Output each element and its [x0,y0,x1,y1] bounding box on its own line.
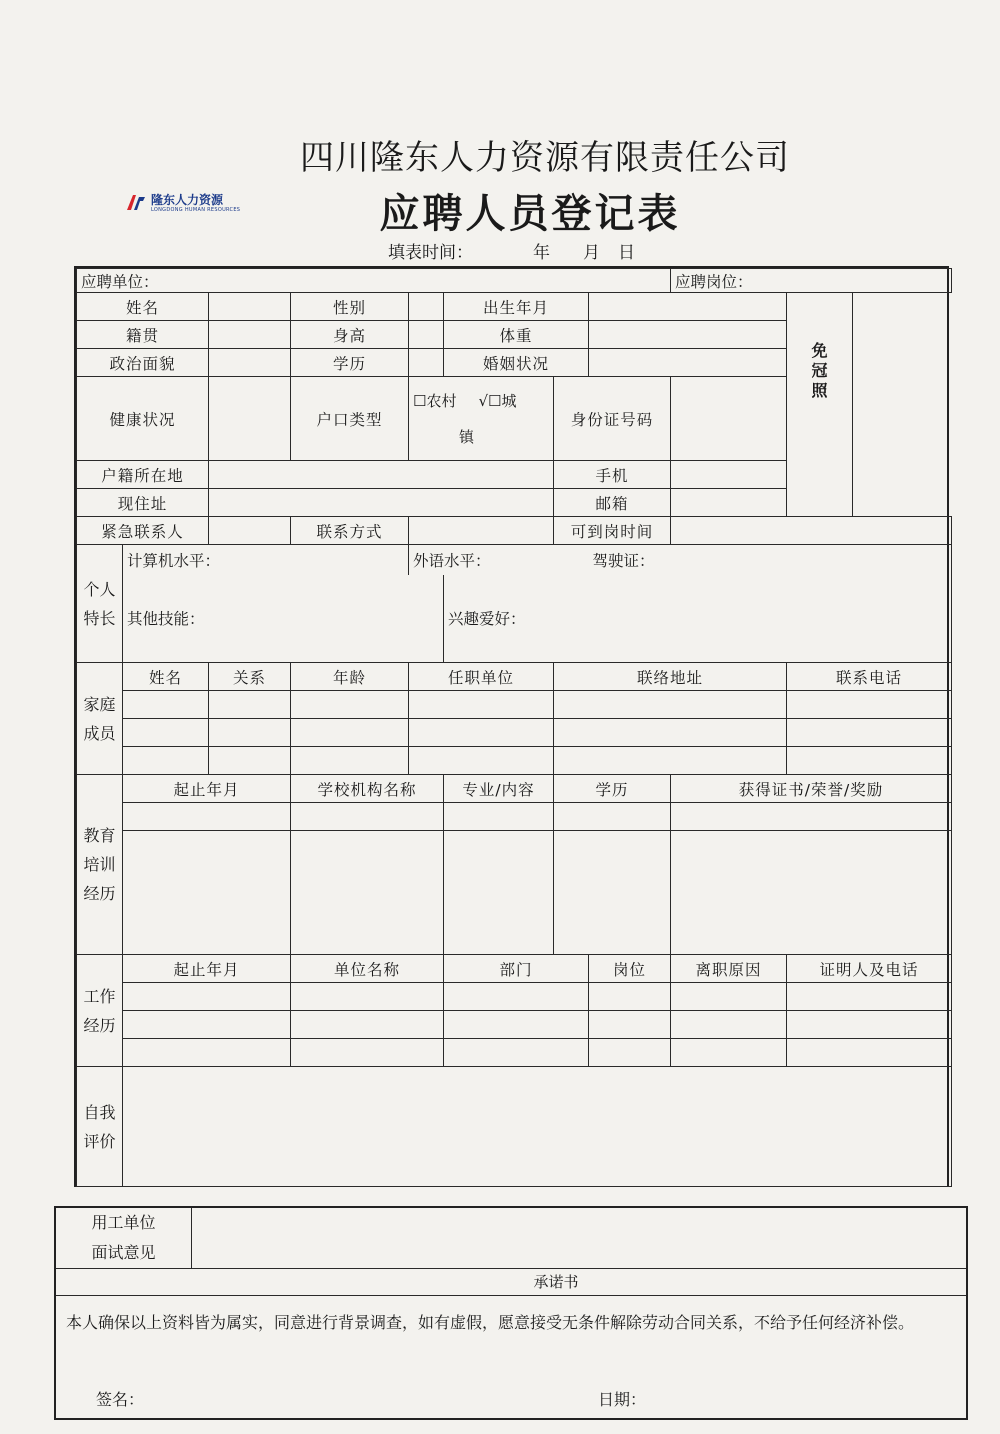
birth-field[interactable] [589,293,787,321]
work-cell[interactable] [589,1011,671,1039]
work-header-company: 单位名称 [291,955,444,983]
education-label: 学历 [291,349,409,377]
work-cell[interactable] [671,1011,787,1039]
day-label: 日 [618,243,635,263]
edu-cell[interactable] [291,803,444,831]
language-level-field[interactable] [409,545,589,575]
interview-opinion-field[interactable] [192,1208,966,1268]
family-cell[interactable] [123,747,209,775]
edu-cell[interactable] [444,803,554,831]
name-label: 姓名 [77,293,209,321]
pledge-text: 本人确保以上资料皆为属实，同意进行背景调查，如有虚假，愿意接受无条件解除劳动合同关系，不给予任何经济补偿。 [66,1313,915,1332]
apply-unit-label: 应聘单位： [81,272,159,291]
table-row [77,747,952,775]
table-row [77,1011,952,1039]
edu-cell[interactable] [291,831,444,955]
hukou-type-options[interactable] [409,377,554,461]
health-label: 健康状况 [77,377,209,461]
work-header-reason: 离职原因 [671,955,787,983]
family-section-label: 家庭成员 [77,663,123,775]
family-cell[interactable] [123,691,209,719]
work-cell[interactable] [787,1039,952,1067]
work-header-period: 起止年月 [123,955,291,983]
photo-label: 免冠照 [811,341,828,400]
work-cell[interactable] [444,1039,589,1067]
work-cell[interactable] [787,983,952,1011]
gender-label: 性别 [291,293,409,321]
form-grid [76,268,952,1187]
political-label: 政治面貌 [77,349,209,377]
table-row [77,691,952,719]
contact-label: 联系方式 [291,517,409,545]
family-cell[interactable] [291,719,409,747]
id-number-label: 身份证号码 [554,377,671,461]
pledge-section [54,1206,968,1420]
self-eval-field[interactable] [123,1067,952,1187]
work-cell[interactable] [291,983,444,1011]
gender-field[interactable] [409,293,444,321]
available-label: 可到岗时间 [554,517,671,545]
table-row [77,719,952,747]
family-cell[interactable] [123,719,209,747]
edu-header-degree: 学历 [554,775,671,803]
hukou-urban-suffix: 镇 [459,427,475,446]
fill-time-label: 填表时间： [388,243,473,263]
edu-cell[interactable] [123,831,291,955]
emergency-field[interactable] [209,517,291,545]
language-level-label: 外语水平： [413,551,491,570]
family-header-employer: 任职单位 [409,663,554,691]
weight-label: 体重 [444,321,589,349]
weight-field[interactable] [589,321,787,349]
hobby-label: 兴趣爱好： [448,610,526,629]
family-cell[interactable] [291,691,409,719]
month-label: 月 [583,243,600,263]
year-label: 年 [533,243,550,263]
edu-header-major: 专业/内容 [444,775,554,803]
work-cell[interactable] [123,983,291,1011]
family-header-name: 姓名 [123,663,209,691]
education-field[interactable] [409,349,444,377]
hobby-field[interactable] [444,575,952,663]
family-cell[interactable] [787,691,952,719]
marital-field[interactable] [589,349,787,377]
work-cell[interactable] [291,1011,444,1039]
table-row [77,983,952,1011]
work-cell[interactable] [671,983,787,1011]
skills-section-label: 个人特长 [77,545,123,663]
work-section-label: 工作经历 [77,955,123,1067]
family-header-phone: 联系电话 [787,663,952,691]
edu-header-awards: 获得证书/荣誉/奖励 [671,775,952,803]
height-label: 身高 [291,321,409,349]
family-header-age: 年龄 [291,663,409,691]
work-cell[interactable] [444,983,589,1011]
hukou-place-field[interactable] [209,461,554,489]
contact-field[interactable] [409,517,554,545]
family-cell[interactable] [409,719,554,747]
emergency-label: 紧急联系人 [77,517,209,545]
apply-post-label: 应聘岗位： [675,272,753,291]
political-field[interactable] [209,349,291,377]
work-cell[interactable] [123,1011,291,1039]
form-title: 应聘人员登记表 [379,190,681,237]
family-cell[interactable] [787,719,952,747]
hukou-urban-checkbox[interactable]: √☐城 [478,391,517,410]
edu-cell[interactable] [444,831,554,955]
license-label: 驾驶证： [592,551,655,570]
family-cell[interactable] [554,747,787,775]
work-cell[interactable] [589,1039,671,1067]
family-cell[interactable] [554,719,787,747]
family-header-address: 联络地址 [554,663,787,691]
available-field[interactable] [671,517,952,545]
logo-subtext: LONGDONG HUMAN RESOURCES [151,206,241,213]
family-cell[interactable] [209,691,291,719]
work-cell[interactable] [123,1039,291,1067]
work-header-position: 岗位 [589,955,671,983]
registration-form [74,266,949,1187]
edu-cell[interactable] [671,803,952,831]
other-skills-label: 其他技能： [127,610,205,629]
native-field[interactable] [209,321,291,349]
mobile-label: 手机 [554,461,671,489]
pledge-title: 承诺书 [56,1269,966,1296]
work-cell[interactable] [589,983,671,1011]
interview-opinion-label [56,1208,192,1268]
self-eval-section-label: 自我评价 [77,1067,123,1187]
birth-label: 出生年月 [444,293,589,321]
work-cell[interactable] [444,1011,589,1039]
family-cell[interactable] [554,691,787,719]
table-row [77,803,952,831]
family-header-relation: 关系 [209,663,291,691]
native-label: 籍贯 [77,321,209,349]
work-header-dept: 部门 [444,955,589,983]
hukou-place-label: 户籍所在地 [77,461,209,489]
apply-post-field[interactable] [671,269,952,293]
work-cell[interactable] [787,1011,952,1039]
edu-header-school: 学校机构名称 [291,775,444,803]
family-cell[interactable] [291,747,409,775]
email-field[interactable] [671,489,853,517]
computer-level-label: 计算机水平： [127,551,221,570]
apply-unit-field[interactable] [77,269,671,293]
family-cell[interactable] [409,747,554,775]
email-label: 邮箱 [554,489,671,517]
other-skills-field[interactable] [123,575,444,663]
marital-label: 婚姻状况 [444,349,589,377]
computer-level-field[interactable] [123,545,409,575]
edu-header-period: 起止年月 [123,775,291,803]
license-field[interactable] [589,545,952,575]
table-row [77,1039,952,1067]
health-field[interactable] [209,377,291,461]
family-cell[interactable] [209,719,291,747]
family-cell[interactable] [209,747,291,775]
work-header-reference: 证明人及电话 [787,955,952,983]
hukou-rural-checkbox[interactable]: ☐农村 [413,391,457,410]
interview-label-line2: 面试意见 [91,1243,156,1262]
edu-cell[interactable] [671,831,952,955]
height-field[interactable] [409,321,444,349]
logo-text: 隆东人力资源 [151,192,224,207]
address-label: 现住址 [77,489,209,517]
education-section-label: 教育培训经历 [77,775,123,955]
edu-cell[interactable] [554,831,671,955]
fill-time [388,238,635,263]
mobile-field[interactable] [671,461,853,489]
signature-field[interactable]: 签名： [96,1390,145,1409]
date-field[interactable]: 日期： [597,1390,646,1409]
family-cell[interactable] [787,747,952,775]
edu-cell[interactable] [554,803,671,831]
work-cell[interactable] [291,1039,444,1067]
company-name: 四川隆东人力资源有限责任公司 [300,138,790,178]
edu-cell[interactable] [123,803,291,831]
interview-label-line1: 用工单位 [91,1213,156,1232]
address-field[interactable] [209,489,554,517]
hukou-type-label: 户口类型 [291,377,409,461]
name-field[interactable] [209,293,291,321]
family-cell[interactable] [409,691,554,719]
table-row [77,831,952,955]
work-cell[interactable] [671,1039,787,1067]
